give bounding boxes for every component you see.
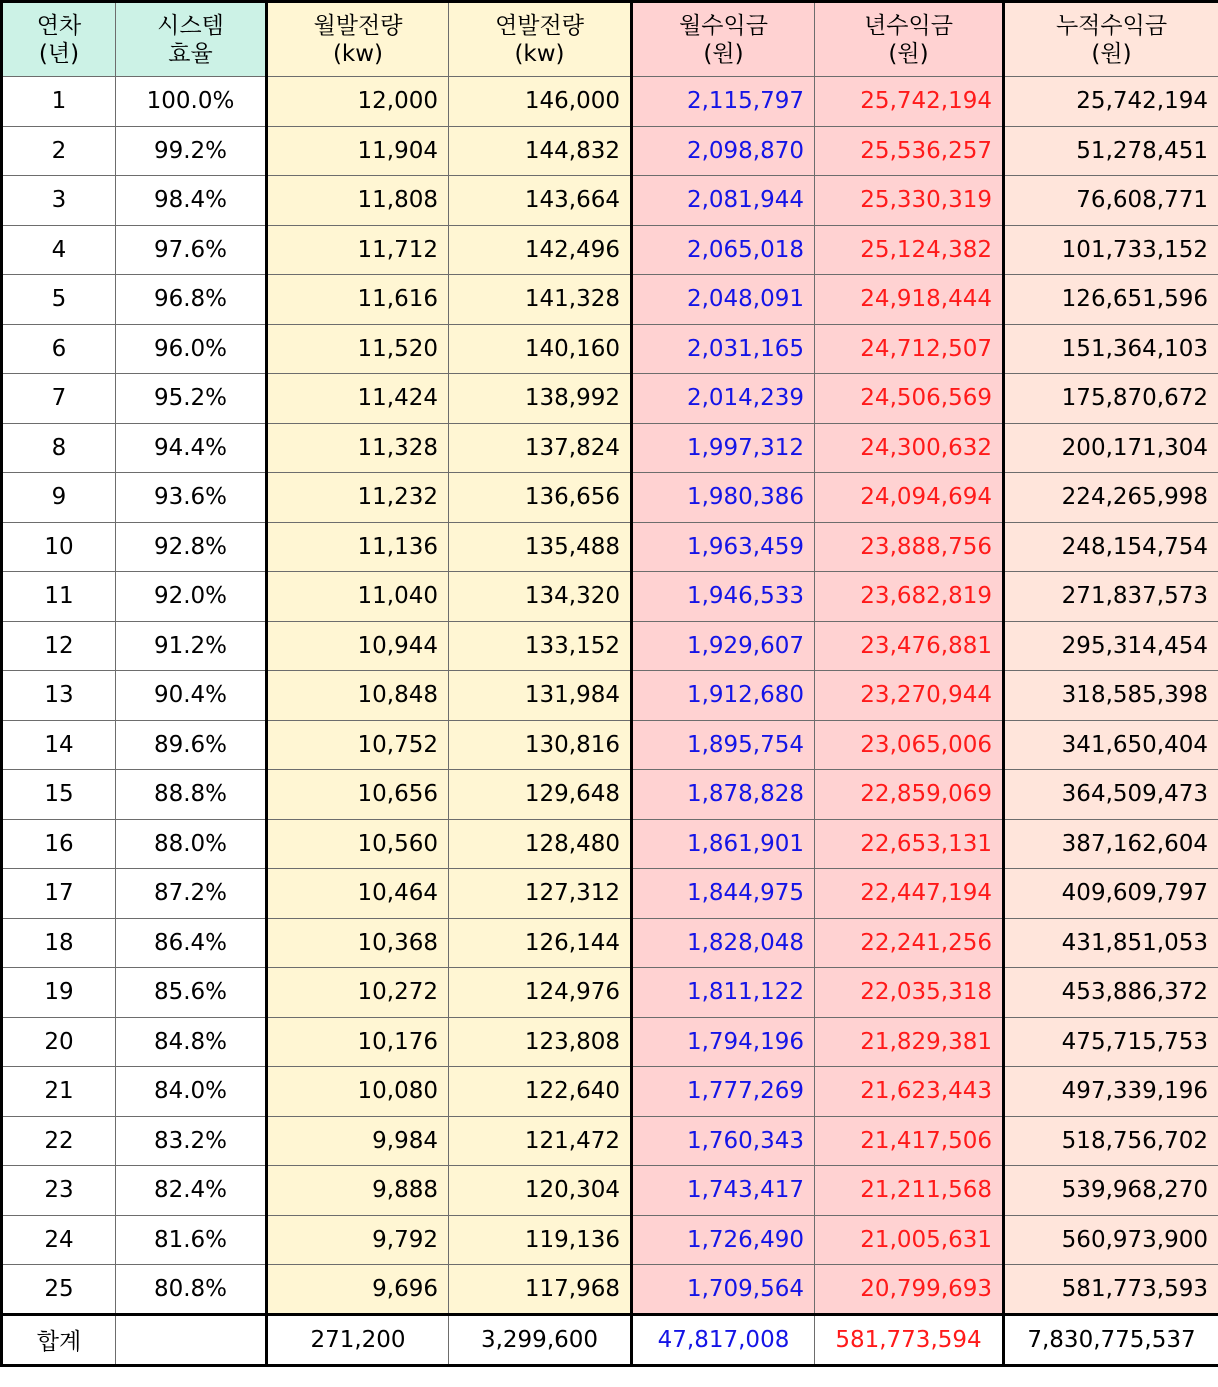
cell-monthly-revenue: 1,929,607 <box>632 621 815 671</box>
cell-monthly-generation: 10,848 <box>267 671 449 721</box>
header-row <box>2 2 1218 77</box>
cell-annual-generation: 124,976 <box>449 968 632 1018</box>
cell-monthly-revenue: 2,098,870 <box>632 126 815 176</box>
cell-cumulative-revenue: 101,733,152 <box>1004 225 1218 275</box>
cell-efficiency: 88.8% <box>116 770 267 820</box>
header-annual-generation <box>449 2 632 77</box>
cell-year: 17 <box>2 869 116 919</box>
table-row <box>2 473 1218 523</box>
header-annual-generation-line1: 연발전량 <box>495 12 584 39</box>
table-row <box>2 770 1218 820</box>
header-cumulative-revenue-line1: 누적수익금 <box>1055 12 1168 39</box>
cell-cumulative-revenue: 431,851,053 <box>1004 918 1218 968</box>
cell-monthly-generation: 11,712 <box>267 225 449 275</box>
cell-monthly-generation: 10,464 <box>267 869 449 919</box>
header-annual-revenue-line1: 년수익금 <box>864 12 953 39</box>
cell-monthly-revenue: 2,081,944 <box>632 176 815 226</box>
cell-efficiency: 91.2% <box>116 621 267 671</box>
cell-monthly-revenue: 1,760,343 <box>632 1116 815 1166</box>
cell-annual-generation: 143,664 <box>449 176 632 226</box>
cell-efficiency: 87.2% <box>116 869 267 919</box>
cell-monthly-generation: 10,272 <box>267 968 449 1018</box>
header-monthly-generation <box>267 2 449 77</box>
cell-efficiency: 84.0% <box>116 1067 267 1117</box>
table-row <box>2 225 1218 275</box>
cell-monthly-generation: 10,368 <box>267 918 449 968</box>
table-row <box>2 275 1218 325</box>
cell-year: 21 <box>2 1067 116 1117</box>
cell-year: 9 <box>2 473 116 523</box>
cell-monthly-generation: 11,520 <box>267 324 449 374</box>
table-row <box>2 1166 1218 1216</box>
cell-annual-revenue: 21,211,568 <box>815 1166 1004 1216</box>
cell-year: 22 <box>2 1116 116 1166</box>
cell-efficiency: 93.6% <box>116 473 267 523</box>
cell-efficiency: 82.4% <box>116 1166 267 1216</box>
cell-annual-revenue: 23,270,944 <box>815 671 1004 721</box>
cell-monthly-revenue: 1,946,533 <box>632 572 815 622</box>
cell-annual-generation: 128,480 <box>449 819 632 869</box>
cell-monthly-revenue: 1,980,386 <box>632 473 815 523</box>
cell-year: 23 <box>2 1166 116 1216</box>
cell-annual-generation: 122,640 <box>449 1067 632 1117</box>
cell-annual-generation: 138,992 <box>449 374 632 424</box>
header-efficiency-line2: 효율 <box>168 40 213 67</box>
cell-annual-generation: 135,488 <box>449 522 632 572</box>
cell-monthly-generation: 11,424 <box>267 374 449 424</box>
cell-annual-generation: 131,984 <box>449 671 632 721</box>
cell-annual-revenue: 24,712,507 <box>815 324 1004 374</box>
cell-year: 25 <box>2 1265 116 1315</box>
cell-year: 3 <box>2 176 116 226</box>
table-row <box>2 423 1218 473</box>
cell-monthly-generation: 11,808 <box>267 176 449 226</box>
cell-annual-revenue: 24,506,569 <box>815 374 1004 424</box>
cell-year: 12 <box>2 621 116 671</box>
cell-annual-revenue: 24,094,694 <box>815 473 1004 523</box>
cell-annual-revenue: 24,918,444 <box>815 275 1004 325</box>
cell-monthly-revenue: 1,709,564 <box>632 1265 815 1315</box>
cell-cumulative-revenue: 126,651,596 <box>1004 275 1218 325</box>
cell-monthly-revenue: 2,115,797 <box>632 77 815 127</box>
cell-cumulative-revenue: 200,171,304 <box>1004 423 1218 473</box>
cell-annual-generation: 117,968 <box>449 1265 632 1315</box>
cell-annual-revenue: 23,065,006 <box>815 720 1004 770</box>
cell-monthly-generation: 11,136 <box>267 522 449 572</box>
cell-year: 14 <box>2 720 116 770</box>
cell-cumulative-revenue: 51,278,451 <box>1004 126 1218 176</box>
cell-monthly-revenue: 2,065,018 <box>632 225 815 275</box>
cell-efficiency: 92.0% <box>116 572 267 622</box>
cell-monthly-generation: 11,040 <box>267 572 449 622</box>
cell-monthly-generation: 10,560 <box>267 819 449 869</box>
cell-cumulative-revenue: 518,756,702 <box>1004 1116 1218 1166</box>
cell-monthly-revenue: 1,726,490 <box>632 1215 815 1265</box>
cell-monthly-generation: 11,328 <box>267 423 449 473</box>
cell-monthly-generation: 10,176 <box>267 1017 449 1067</box>
cell-efficiency: 86.4% <box>116 918 267 968</box>
header-monthly-revenue-line2: (원) <box>703 40 744 67</box>
table-row <box>2 522 1218 572</box>
cell-monthly-generation: 10,080 <box>267 1067 449 1117</box>
cell-efficiency: 94.4% <box>116 423 267 473</box>
cell-monthly-revenue: 1,861,901 <box>632 819 815 869</box>
cell-cumulative-revenue: 409,609,797 <box>1004 869 1218 919</box>
cell-cumulative-revenue: 25,742,194 <box>1004 77 1218 127</box>
cell-cumulative-revenue: 295,314,454 <box>1004 621 1218 671</box>
cell-year: 15 <box>2 770 116 820</box>
cell-monthly-generation: 10,656 <box>267 770 449 820</box>
header-year-line1: 연차 <box>36 12 82 39</box>
table-row <box>2 869 1218 919</box>
cell-annual-generation: 119,136 <box>449 1215 632 1265</box>
cell-cumulative-revenue: 151,364,103 <box>1004 324 1218 374</box>
cell-efficiency: 88.0% <box>116 819 267 869</box>
cell-monthly-generation: 11,232 <box>267 473 449 523</box>
cell-annual-generation: 136,656 <box>449 473 632 523</box>
table-row <box>2 819 1218 869</box>
cell-annual-generation: 133,152 <box>449 621 632 671</box>
cell-efficiency: 80.8% <box>116 1265 267 1315</box>
cell-monthly-generation: 11,904 <box>267 126 449 176</box>
table-row <box>2 324 1218 374</box>
total-cumulative-revenue: 7,830,775,537 <box>1004 1314 1218 1365</box>
cell-monthly-revenue: 1,895,754 <box>632 720 815 770</box>
header-annual-generation-line2: (kw) <box>514 40 565 67</box>
cell-cumulative-revenue: 341,650,404 <box>1004 720 1218 770</box>
header-efficiency <box>116 2 267 77</box>
cell-annual-revenue: 22,447,194 <box>815 869 1004 919</box>
cell-efficiency: 92.8% <box>116 522 267 572</box>
header-cumulative-revenue <box>1004 2 1218 77</box>
cell-efficiency: 100.0% <box>116 77 267 127</box>
cell-monthly-revenue: 1,997,312 <box>632 423 815 473</box>
cell-efficiency: 97.6% <box>116 225 267 275</box>
table-header <box>2 2 1218 77</box>
cell-annual-generation: 120,304 <box>449 1166 632 1216</box>
cell-annual-generation: 137,824 <box>449 423 632 473</box>
cell-efficiency: 98.4% <box>116 176 267 226</box>
table-row <box>2 176 1218 226</box>
cell-monthly-revenue: 2,031,165 <box>632 324 815 374</box>
cell-monthly-revenue: 2,048,091 <box>632 275 815 325</box>
cell-monthly-revenue: 1,743,417 <box>632 1166 815 1216</box>
cell-cumulative-revenue: 248,154,754 <box>1004 522 1218 572</box>
cell-monthly-generation: 9,984 <box>267 1116 449 1166</box>
cell-annual-revenue: 23,888,756 <box>815 522 1004 572</box>
cell-efficiency: 81.6% <box>116 1215 267 1265</box>
header-monthly-generation-line1: 월발전량 <box>313 12 403 39</box>
cell-annual-revenue: 21,623,443 <box>815 1067 1004 1117</box>
cell-monthly-revenue: 1,844,975 <box>632 869 815 919</box>
cell-annual-generation: 141,328 <box>449 275 632 325</box>
cell-year: 4 <box>2 225 116 275</box>
cell-cumulative-revenue: 224,265,998 <box>1004 473 1218 523</box>
cell-annual-revenue: 20,799,693 <box>815 1265 1004 1315</box>
cell-efficiency: 89.6% <box>116 720 267 770</box>
cell-monthly-revenue: 1,912,680 <box>632 671 815 721</box>
cell-monthly-generation: 11,616 <box>267 275 449 325</box>
cell-cumulative-revenue: 76,608,771 <box>1004 176 1218 226</box>
cell-annual-generation: 129,648 <box>449 770 632 820</box>
cell-efficiency: 96.8% <box>116 275 267 325</box>
cell-monthly-revenue: 1,828,048 <box>632 918 815 968</box>
table-row <box>2 968 1218 1018</box>
cell-cumulative-revenue: 453,886,372 <box>1004 968 1218 1018</box>
cell-efficiency: 95.2% <box>116 374 267 424</box>
table-row <box>2 572 1218 622</box>
table-row <box>2 1265 1218 1315</box>
cell-year: 11 <box>2 572 116 622</box>
total-efficiency <box>116 1314 267 1365</box>
header-year-line2: (년) <box>38 40 80 67</box>
table-row <box>2 918 1218 968</box>
cell-year: 1 <box>2 77 116 127</box>
cell-cumulative-revenue: 475,715,753 <box>1004 1017 1218 1067</box>
total-monthly-revenue: 47,817,008 <box>632 1314 815 1365</box>
header-year <box>2 2 116 77</box>
cell-annual-revenue: 24,300,632 <box>815 423 1004 473</box>
cell-annual-generation: 127,312 <box>449 869 632 919</box>
cell-year: 8 <box>2 423 116 473</box>
cell-efficiency: 99.2% <box>116 126 267 176</box>
header-monthly-revenue-line1: 월수익금 <box>679 12 768 39</box>
cell-annual-generation: 121,472 <box>449 1116 632 1166</box>
cell-monthly-revenue: 1,878,828 <box>632 770 815 820</box>
cell-annual-generation: 134,320 <box>449 572 632 622</box>
cell-cumulative-revenue: 318,585,398 <box>1004 671 1218 721</box>
cell-annual-generation: 140,160 <box>449 324 632 374</box>
cell-cumulative-revenue: 581,773,593 <box>1004 1265 1218 1315</box>
cell-year: 10 <box>2 522 116 572</box>
table-row <box>2 720 1218 770</box>
cell-cumulative-revenue: 560,973,900 <box>1004 1215 1218 1265</box>
table-row <box>2 1017 1218 1067</box>
cell-monthly-generation: 9,696 <box>267 1265 449 1315</box>
cell-cumulative-revenue: 175,870,672 <box>1004 374 1218 424</box>
total-annual-revenue: 581,773,594 <box>815 1314 1004 1365</box>
table-row <box>2 77 1218 127</box>
cell-cumulative-revenue: 497,339,196 <box>1004 1067 1218 1117</box>
cell-efficiency: 84.8% <box>116 1017 267 1067</box>
cell-year: 5 <box>2 275 116 325</box>
cell-monthly-generation: 9,888 <box>267 1166 449 1216</box>
cell-efficiency: 83.2% <box>116 1116 267 1166</box>
cell-year: 19 <box>2 968 116 1018</box>
cell-annual-revenue: 23,476,881 <box>815 621 1004 671</box>
header-cumulative-revenue-line2: (원) <box>1091 40 1132 67</box>
cell-annual-revenue: 25,742,194 <box>815 77 1004 127</box>
cell-monthly-revenue: 1,794,196 <box>632 1017 815 1067</box>
cell-annual-generation: 126,144 <box>449 918 632 968</box>
cell-year: 7 <box>2 374 116 424</box>
header-annual-revenue-line2: (원) <box>888 40 929 67</box>
table-body <box>2 77 1218 1315</box>
table-row <box>2 1116 1218 1166</box>
cell-cumulative-revenue: 387,162,604 <box>1004 819 1218 869</box>
header-monthly-revenue <box>632 2 815 77</box>
cell-monthly-revenue: 1,777,269 <box>632 1067 815 1117</box>
cell-annual-revenue: 25,536,257 <box>815 126 1004 176</box>
cell-annual-revenue: 21,005,631 <box>815 1215 1004 1265</box>
cell-monthly-generation: 10,752 <box>267 720 449 770</box>
cell-monthly-revenue: 1,811,122 <box>632 968 815 1018</box>
header-monthly-generation-line2: (kw) <box>332 40 384 67</box>
cell-year: 18 <box>2 918 116 968</box>
cell-year: 24 <box>2 1215 116 1265</box>
cell-annual-revenue: 21,829,381 <box>815 1017 1004 1067</box>
cell-monthly-generation: 9,792 <box>267 1215 449 1265</box>
cell-efficiency: 96.0% <box>116 324 267 374</box>
total-label: 합계 <box>2 1314 116 1365</box>
cell-efficiency: 90.4% <box>116 671 267 721</box>
table-row <box>2 1215 1218 1265</box>
cell-cumulative-revenue: 271,837,573 <box>1004 572 1218 622</box>
cell-monthly-revenue: 2,014,239 <box>632 374 815 424</box>
header-efficiency-line1: 시스템 <box>157 12 224 39</box>
cell-annual-revenue: 25,330,319 <box>815 176 1004 226</box>
cell-annual-revenue: 22,859,069 <box>815 770 1004 820</box>
cell-annual-revenue: 22,241,256 <box>815 918 1004 968</box>
cell-annual-revenue: 23,682,819 <box>815 572 1004 622</box>
table-row <box>2 374 1218 424</box>
table-row <box>2 621 1218 671</box>
header-annual-revenue <box>815 2 1004 77</box>
cell-annual-generation: 142,496 <box>449 225 632 275</box>
cell-annual-generation: 123,808 <box>449 1017 632 1067</box>
total-monthly-generation: 271,200 <box>267 1314 449 1365</box>
cell-year: 2 <box>2 126 116 176</box>
total-annual-generation: 3,299,600 <box>449 1314 632 1365</box>
cell-annual-generation: 130,816 <box>449 720 632 770</box>
cell-cumulative-revenue: 539,968,270 <box>1004 1166 1218 1216</box>
table-row <box>2 671 1218 721</box>
cell-annual-generation: 146,000 <box>449 77 632 127</box>
table-row <box>2 1067 1218 1117</box>
table-row <box>2 126 1218 176</box>
cell-annual-revenue: 22,035,318 <box>815 968 1004 1018</box>
cell-annual-revenue: 22,653,131 <box>815 819 1004 869</box>
cell-year: 6 <box>2 324 116 374</box>
table-footer <box>2 1314 1218 1365</box>
cell-annual-generation: 144,832 <box>449 126 632 176</box>
cell-monthly-generation: 12,000 <box>267 77 449 127</box>
cell-monthly-generation: 10,944 <box>267 621 449 671</box>
cell-year: 20 <box>2 1017 116 1067</box>
cell-efficiency: 85.6% <box>116 968 267 1018</box>
cell-annual-revenue: 25,124,382 <box>815 225 1004 275</box>
cell-monthly-revenue: 1,963,459 <box>632 522 815 572</box>
cell-year: 13 <box>2 671 116 721</box>
total-row <box>2 1314 1218 1365</box>
cell-year: 16 <box>2 819 116 869</box>
cell-annual-revenue: 21,417,506 <box>815 1116 1004 1166</box>
cell-cumulative-revenue: 364,509,473 <box>1004 770 1218 820</box>
